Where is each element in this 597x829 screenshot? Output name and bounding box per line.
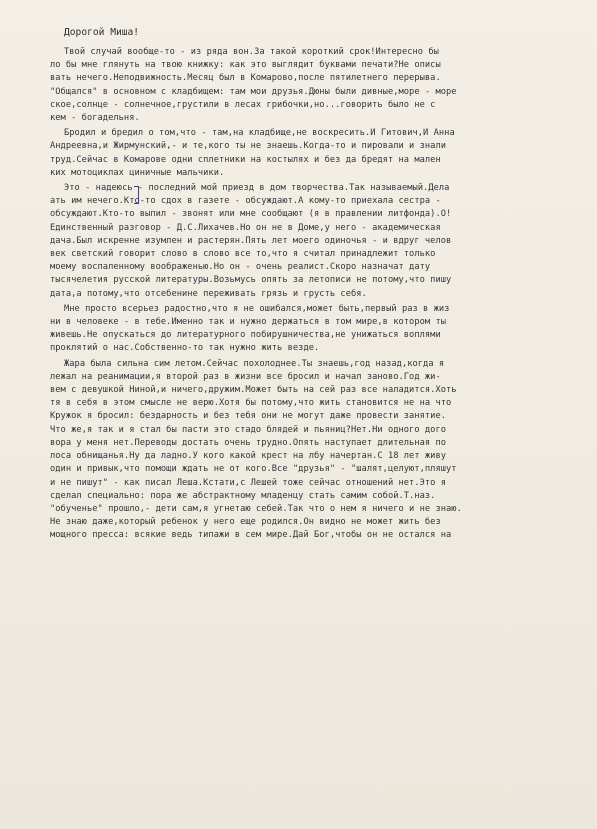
- text-line: Жара была сильна сим летом.Сейчас похолоднее.Ты знаешь,год назад,когда я: [64, 358, 445, 369]
- text-line: Что же,я так и я стал бы пасти это стадо блядей и пьяниц?Нет.Ни одного дого: [50, 424, 447, 435]
- text-line: проклятий о нас.Собственно-то так нужно жить везде.: [50, 343, 320, 354]
- text-line: мощного пресса: всякие ведь типажи в сем мире.Дай Бог,чтобы он не остался на: [50, 530, 452, 541]
- text-line: один и привык,что помощи ждать не от кого.Все "друзья" - "шалят,целуют,пляшут: [50, 464, 457, 475]
- paragraph-1: [50, 46, 583, 125]
- paragraph-2: [50, 127, 583, 180]
- text-line: вем с девушкой Ниной,и ничего,дружим.Может быть на сей раз все наладится.Хоть: [50, 385, 457, 396]
- paragraph-5: [50, 358, 583, 543]
- text-line: Бродил и бредил о том,что - там,на кладбище,не воскресить.И Гитович,И Анна: [64, 128, 455, 139]
- text-line: ать им нечего.Кто-то сдох в газете - обсуждают.А кому-то приехала сестра -: [50, 196, 441, 207]
- ink-bracket-mark: [134, 186, 139, 204]
- text-line: Андреевна,и Жирмунский,- и те,кого ты не знаешь.Когда-то и пировали и знали: [50, 141, 447, 152]
- text-line: Единственный разговор - Д.С.Лихачев.Но он не в Доме,у него - академическая: [50, 222, 441, 233]
- text-line: ское,солнце - солнечное,грустили в лесах грибочки,но...говорить было не с: [50, 99, 436, 110]
- text-line: Кружок я бросил: бездарность и без тебя они не могут даже провести занятие.: [50, 411, 447, 422]
- text-line: Это - надеюсь - последний мой приезд в дом творчества.Так называемый.Дела: [64, 183, 450, 194]
- text-line: тысячелетия русской литературы.Возьмусь опять за летописи не потому,что пишу: [50, 275, 452, 286]
- text-line: Твой случай вообще-то - из ряда вон.За такой короткий срок!Интересно бы: [64, 47, 439, 57]
- text-line: дата,а потому,что отсебенине переживать грязь и грусть себя.: [50, 288, 367, 299]
- text-line: Мне просто всерьез радостно,что я не ошибался,может быть,первый раз в жиз: [64, 303, 450, 314]
- text-line: век светский говорит слово в слово все то,что я считал принадлежит только: [50, 249, 436, 260]
- text-line: ких мотоциклах циничные мальчики.: [50, 167, 225, 178]
- letter-greeting: Дорогой Миша!: [64, 27, 140, 38]
- text-line: моему воспаленному воображенью.Но он - очень реалист.Скоро назначат дату: [50, 262, 431, 273]
- text-line: тя в себя в этом смысле не верю.Хотя бы потому,что жить становится не на что: [50, 398, 452, 409]
- text-line: "обученье" прошло,- дети сам,я угнетаю себей.Так что о нем я ничего и не знаю.: [50, 503, 462, 514]
- text-line: "Общался" в основном с кладбищем: там мои друзья.Дюны были дивные,море - море: [50, 86, 457, 97]
- text-line: и не пишут" - как писал Леша.Кстати,с Лешей тоже сейчас отношений нет.Это я: [50, 477, 447, 488]
- text-line: Не знаю даже,который ребенок у него еще родился.Он видно не может жить без: [50, 517, 441, 528]
- text-line: живешь.Не опускаться до литературного побирушничества,не унижаться воплями: [50, 330, 441, 341]
- paragraph-3: [50, 182, 583, 301]
- text-line: кем - богадельня.: [50, 113, 140, 124]
- text-line: обсуждают.Кто-то выпил - звонят или мне сообщают (я в правлении литфонда).О!: [50, 209, 452, 220]
- text-line: вора у меня нет.Переводы достать очень трудно.Опять наступает длительная по: [50, 437, 447, 448]
- text-line: ни в человеке - в тебе.Именно так и нужно держаться в том мире,в котором ты: [50, 317, 447, 328]
- text-line: ло бы мне глянуть на твою книжку: как это выглядит буквами печати?Не описы: [50, 60, 441, 71]
- text-line: лоса обнищанья.Ну да ладно.У кого какой крест на лбу начертан.С 18 лет живу: [50, 451, 447, 462]
- text-line: вать нечего.Неподвижность.Месяц был в Комарово,после пятилетнего перерыва.: [50, 73, 441, 84]
- text-line: труд.Сейчас в Комарове одни сплетники на костылях и без да бредят на мален: [50, 154, 441, 165]
- text-line: сделал специально: пора же абстрактному младенцу стать самим собой.Т.наз.: [50, 490, 436, 501]
- paragraph-4: [50, 303, 583, 356]
- text-line: дача.Был искренне изумлен и растерян.Пять лет моего одиночья - и вдруг челов: [50, 235, 452, 246]
- text-line: лежал на реанимации,я второй раз в жизни все бросил и начал заново.Год жи-: [50, 371, 441, 382]
